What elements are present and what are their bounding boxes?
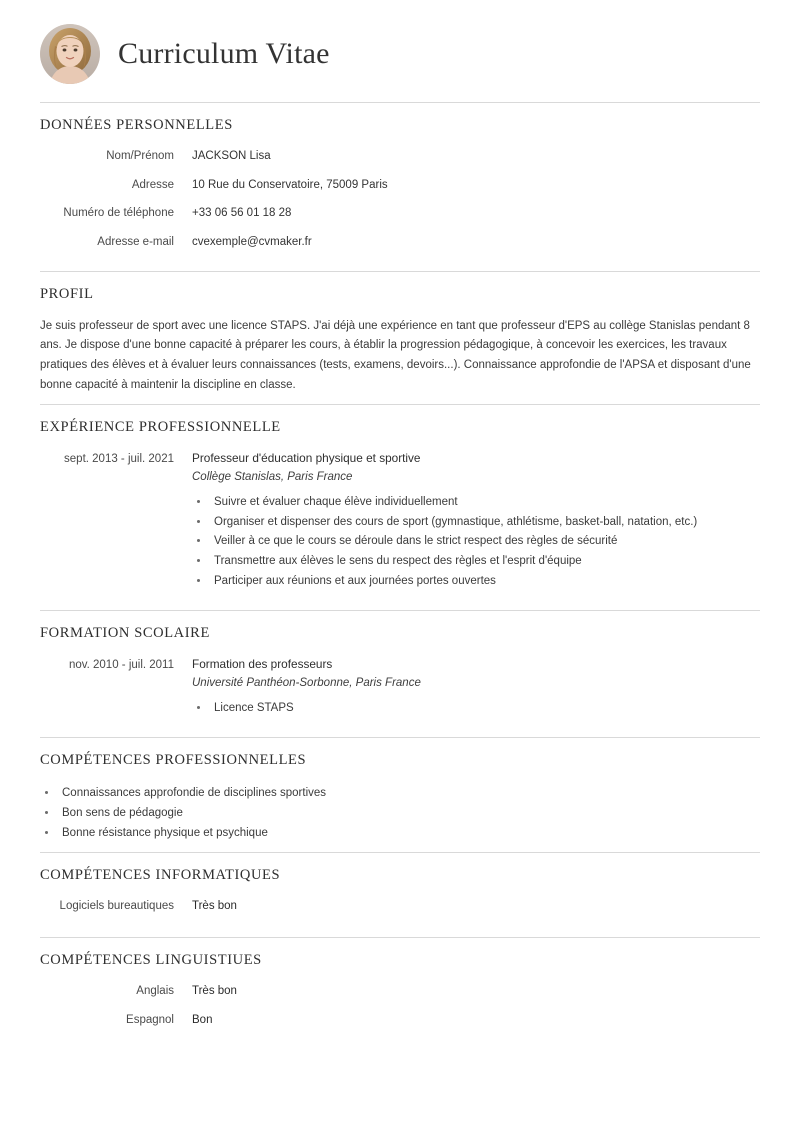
field-value: Très bon (192, 899, 237, 912)
education-entry (40, 656, 760, 719)
field-label: Adresse e-mail (97, 236, 174, 249)
section-title-languages: COMPÉTENCES LINGUISTIUES (40, 952, 262, 969)
professional-skills-list (40, 783, 760, 844)
data-row (40, 983, 760, 1000)
list-item: • Connaissances approfondie de disciplines sportives (58, 783, 760, 803)
field-value: Très bon (192, 985, 237, 998)
section-languages (40, 938, 760, 1048)
list-item: • Bonne résistance physique et psychique (58, 823, 760, 843)
profile-text: Je suis professeur de sport avec une licence STAPS. J'ai déjà une expérience en tant que professeur d'EPS au collège Stanislas pendant 8 ans. Je dispose d'une bonne capacité à préparer les cours, à établir la progression pédagogique, à concevoir les exercices, les travaux pratiques des élèves et à évaluer leurs connaissances (tests, examens, devoirs...). Connaissance approfondie de l'APSA et disposant d'une bonne capacité à maintenir la discipline en classe. (40, 319, 751, 391)
avatar (40, 24, 100, 84)
field-value: +33 06 56 01 18 28 (192, 207, 292, 220)
section-experience (40, 405, 760, 610)
field-label: Espagnol (126, 1013, 174, 1026)
data-row (40, 177, 760, 194)
section-title-professional-skills: COMPÉTENCES PROFESSIONNELLES (40, 751, 307, 768)
document-header (40, 18, 760, 102)
section-title-it-skills: COMPÉTENCES INFORMATIQUES (40, 866, 281, 883)
entry-organization: Collège Stanislas, Paris France (192, 471, 353, 484)
field-value: cvexemple@cvmaker.fr (192, 236, 312, 249)
field-label: Anglais (136, 985, 174, 998)
list-item: • Licence STAPS (210, 699, 760, 719)
list-item: • Transmettre aux élèves le sens du respect des règles et l'esprit d'équipe (210, 552, 760, 572)
entry-organization: Université Panthéon-Sorbonne, Paris France (192, 677, 421, 690)
entry-body (192, 656, 760, 719)
list-item: • Veiller à ce que le cours se déroule dans le strict respect des règles de sécurité (210, 532, 760, 552)
entry-period: sept. 2013 - juil. 2021 (64, 452, 174, 465)
section-it-skills (40, 853, 760, 937)
entry-title: Professeur d'éducation physique et sportive (192, 450, 421, 465)
field-label: Adresse (131, 178, 174, 191)
section-title-education: FORMATION SCOLAIRE (40, 624, 210, 641)
entry-bullet-list (192, 493, 760, 592)
section-education (40, 611, 760, 737)
data-row (40, 148, 760, 165)
data-row (40, 234, 760, 251)
entry-body (192, 450, 760, 592)
data-row (40, 1012, 760, 1029)
section-personal-data (40, 103, 760, 271)
page-title: Curriculum Vitae (118, 37, 330, 70)
section-title-profile: PROFIL (40, 285, 94, 302)
section-title-experience: EXPÉRIENCE PROFESSIONNELLE (40, 418, 281, 435)
field-value: JACKSON Lisa (192, 150, 271, 162)
experience-entry (40, 450, 760, 592)
list-item: • Suivre et évaluer chaque élève individuellement (210, 493, 760, 513)
section-title-personal-data: DONNÉES PERSONNELLES (40, 117, 233, 133)
entry-period: nov. 2010 - juil. 2011 (68, 658, 174, 671)
list-item: • Organiser et dispenser des cours de sport (gymnastique, athlétisme, basket-ball, natation, etc.) (210, 513, 760, 533)
field-value: Bon (192, 1013, 213, 1026)
list-item: • Bon sens de pédagogie (58, 803, 760, 823)
field-label: Numéro de téléphone (63, 207, 174, 220)
field-label: Nom/Prénom (106, 150, 174, 162)
field-label: Logiciels bureautiques (59, 899, 174, 912)
entry-title: Formation des professeurs (192, 656, 333, 671)
field-value: 10 Rue du Conservatoire, 75009 Paris (192, 178, 388, 191)
section-profile (40, 272, 760, 404)
entry-bullet-list (192, 699, 760, 719)
data-row (40, 205, 760, 222)
section-professional-skills (40, 738, 760, 852)
list-item: • Participer aux réunions et aux journées portes ouvertes (210, 572, 760, 592)
data-row (40, 898, 760, 915)
